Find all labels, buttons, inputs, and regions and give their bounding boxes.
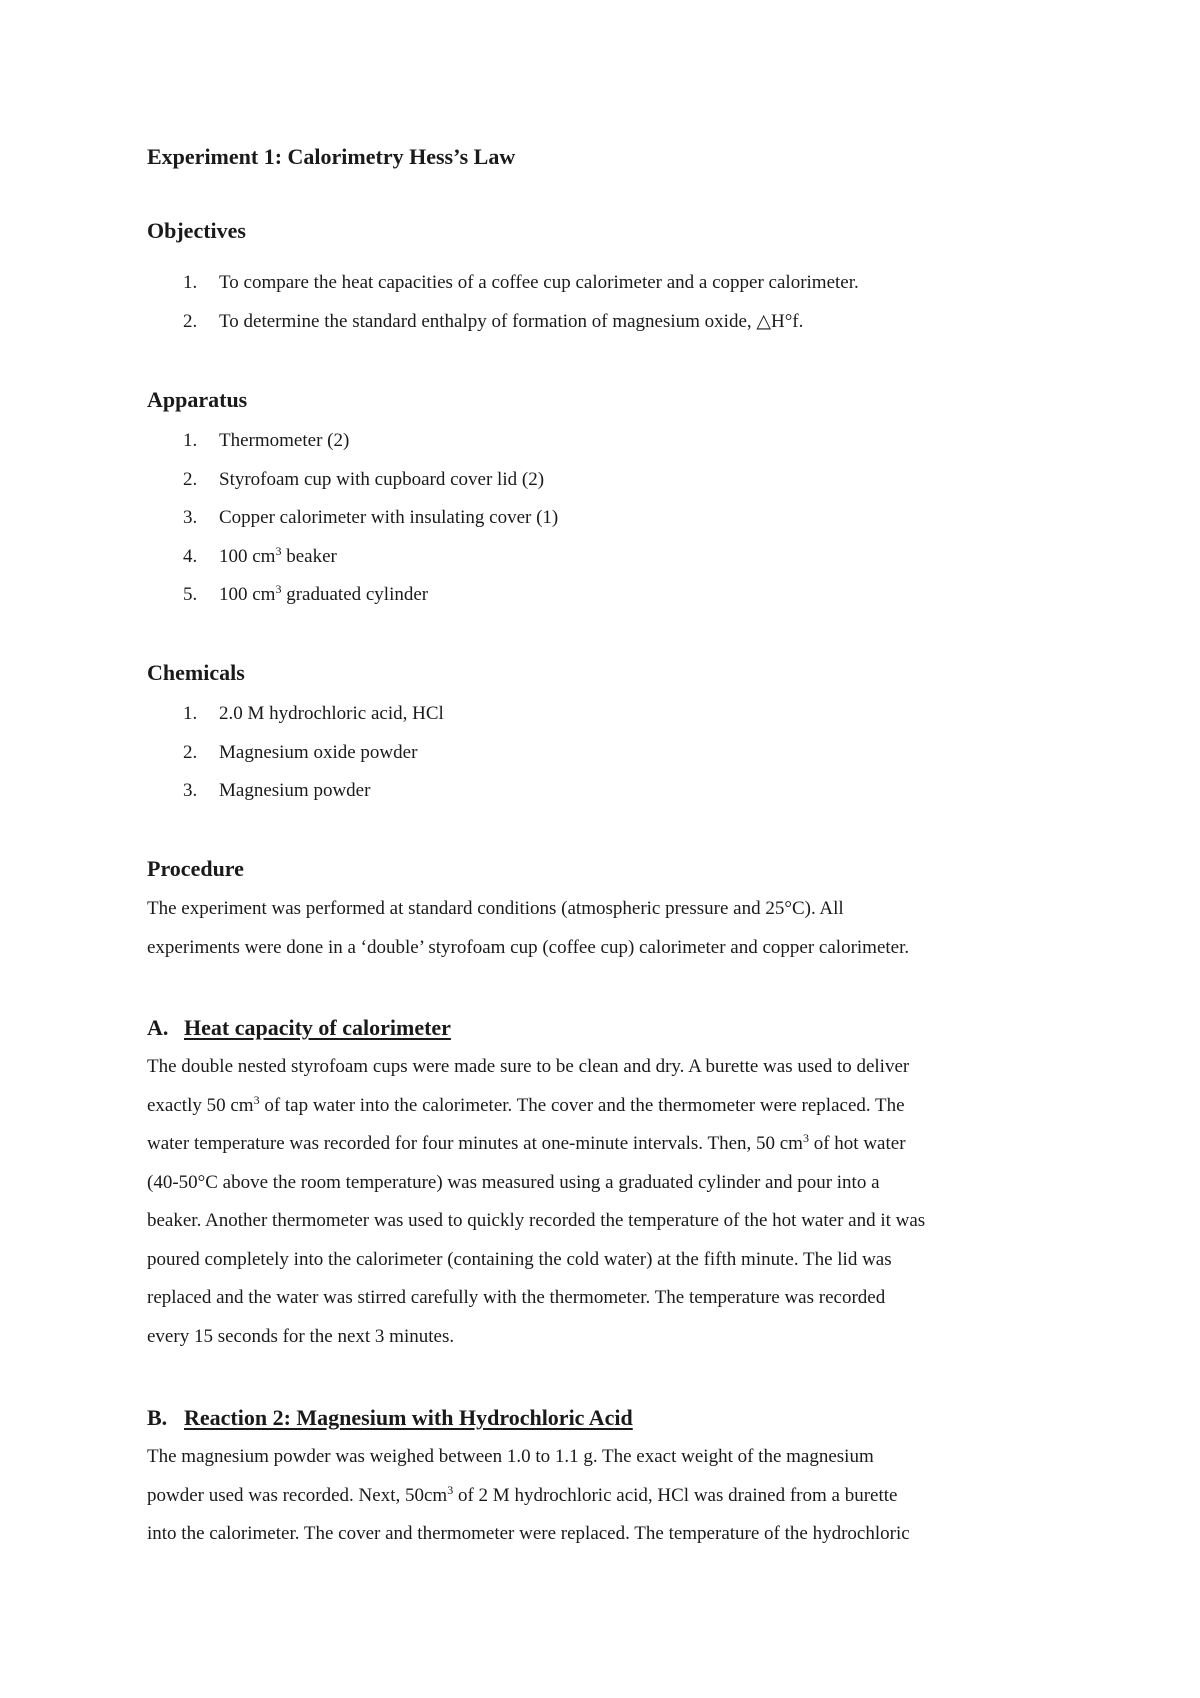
list-text bbox=[219, 576, 428, 615]
list-number: 1. bbox=[183, 703, 198, 724]
text-segment: 100 cm bbox=[219, 545, 276, 567]
text-segment: exactly 50 cm bbox=[147, 1094, 254, 1116]
superscript: 3 bbox=[253, 1092, 260, 1107]
list-number: 1. bbox=[183, 272, 198, 293]
paragraph-line: beaker. Another thermometer was used to quickly recorded the temperature of the hot water and it was bbox=[147, 1210, 926, 1231]
paragraph-line bbox=[147, 1087, 1067, 1126]
list-text: 2.0 M hydrochloric acid, HCl bbox=[219, 703, 444, 724]
procedure-heading: Procedure bbox=[147, 856, 244, 881]
list-text bbox=[219, 538, 337, 577]
superscript: 3 bbox=[447, 1482, 454, 1497]
section-title: Reaction 2: Magnesium with Hydrochloric Acid bbox=[184, 1405, 633, 1430]
section-b-heading bbox=[147, 1403, 633, 1433]
text-segment: graduated cylinder bbox=[281, 584, 429, 605]
list-text: Copper calorimeter with insulating cover (1) bbox=[219, 507, 559, 528]
superscript: 3 bbox=[275, 582, 282, 596]
text-segment: water temperature was recorded for four minutes at one-minute intervals. Then, 50 cm bbox=[147, 1133, 803, 1154]
superscript: 3 bbox=[275, 543, 282, 558]
list-number: 5. bbox=[183, 584, 198, 605]
text-segment: powder used was recorded. Next, 50cm bbox=[147, 1484, 448, 1506]
list-number: 3. bbox=[183, 507, 198, 528]
paragraph-line: replaced and the water was stirred carefully with the thermometer. The temperature was recorded bbox=[147, 1287, 886, 1308]
section-b-paragraph bbox=[147, 1438, 1067, 1554]
paragraph-line bbox=[147, 1125, 1067, 1164]
list-number: 4. bbox=[183, 545, 198, 567]
text-segment: of hot water bbox=[808, 1133, 906, 1154]
paragraph-line: (40-50°C above the room temperature) was measured using a graduated cylinder and pour into a bbox=[147, 1171, 880, 1193]
paragraph-line: The magnesium powder was weighed between 1.0 to 1.1 g. The exact weight of the magnesium bbox=[147, 1446, 874, 1467]
chemicals-heading: Chemicals bbox=[147, 660, 245, 685]
paragraph-line: every 15 seconds for the next 3 minutes. bbox=[147, 1325, 455, 1347]
superscript: 3 bbox=[802, 1131, 809, 1145]
text-segment: beaker bbox=[281, 545, 337, 567]
list-number: 2. bbox=[183, 310, 198, 332]
paragraph-line: The double nested styrofoam cups were made sure to be clean and dry. A burette was used to deliver bbox=[147, 1056, 910, 1077]
list-text: Magnesium oxide powder bbox=[219, 741, 418, 763]
paragraph-line: experiments were done in a ‘double’ styrofoam cup (coffee cup) calorimeter and copper calorimeter. bbox=[147, 936, 910, 958]
section-letter: A. bbox=[147, 1015, 169, 1040]
list-text: Magnesium powder bbox=[219, 780, 371, 801]
list-text: To determine the standard enthalpy of formation of magnesium oxide, △H°f. bbox=[219, 310, 804, 332]
paragraph-line: into the calorimeter. The cover and thermometer were replaced. The temperature of the hydrochloric bbox=[147, 1523, 910, 1544]
objectives-heading: Objectives bbox=[147, 218, 246, 243]
section-title: Heat capacity of calorimeter bbox=[184, 1015, 451, 1040]
list-number: 2. bbox=[183, 468, 198, 490]
apparatus-heading: Apparatus bbox=[147, 387, 248, 412]
list-text: To compare the heat capacities of a coffee cup calorimeter and a copper calorimeter. bbox=[219, 272, 859, 293]
text-segment: 100 cm bbox=[219, 584, 276, 605]
section-a-heading bbox=[147, 1013, 451, 1043]
section-a-paragraph bbox=[147, 1048, 1067, 1356]
list-text: Thermometer (2) bbox=[219, 430, 350, 451]
paragraph-line: poured completely into the calorimeter (containing the cold water) at the fifth minute. The lid was bbox=[147, 1248, 892, 1270]
paragraph-line bbox=[147, 1477, 1067, 1516]
procedure-paragraph bbox=[147, 890, 1067, 967]
section-letter: B. bbox=[147, 1405, 168, 1430]
list-number: 1. bbox=[183, 430, 198, 451]
document-title: Experiment 1: Calorimetry Hess’s Law bbox=[147, 144, 516, 169]
text-segment: of 2 M hydrochloric acid, HCl was drained from a burette bbox=[453, 1484, 898, 1506]
list-number: 3. bbox=[183, 780, 198, 801]
text-segment: of tap water into the calorimeter. The cover and the thermometer were replaced. The bbox=[259, 1094, 905, 1116]
list-number: 2. bbox=[183, 741, 198, 763]
paragraph-line: The experiment was performed at standard conditions (atmospheric pressure and 25°C). All bbox=[147, 898, 844, 919]
list-text: Styrofoam cup with cupboard cover lid (2) bbox=[219, 468, 545, 490]
